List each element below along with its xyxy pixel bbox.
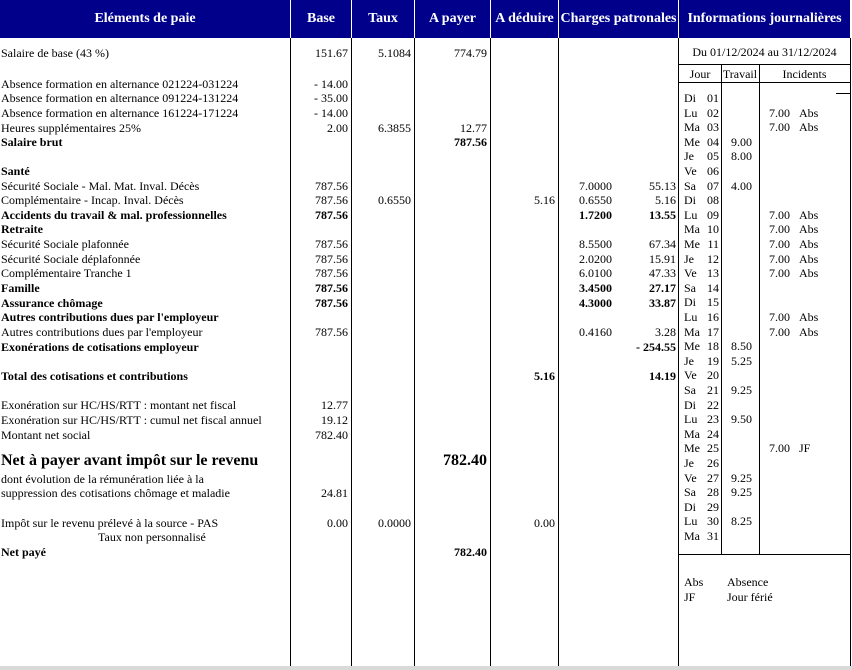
row-taux: 5.1084 [378,46,411,60]
day-d: Ma [684,222,700,237]
header-infos: Informations journalières [679,0,850,38]
row-cmont: 67.34 [649,237,676,251]
day-d: Me [684,441,700,456]
row-taux: 0.0000 [378,516,411,530]
row-cmont: 27.17 [649,281,676,295]
row-taux: 0.6550 [378,193,411,207]
day-d: Lu [684,412,698,427]
row-label: Complémentaire - Incap. Inval. Décès [1,193,184,207]
day-code: Abs [799,266,819,281]
day-inc: 7.00 [769,222,790,237]
day-d: Lu [684,207,698,222]
row-cmont: - 254.55 [636,340,676,354]
day-d: Sa [684,178,696,193]
day-d: Ma [684,426,700,441]
day-n: 24 [707,426,719,441]
row-label: Taux non personnalisé [98,530,206,544]
header-taux: Taux [352,0,414,38]
day-n: 25 [707,441,719,456]
row-label: Exonération sur HC/HS/RTT : cumul net fiscal annuel [1,413,262,427]
row-label: Sécurité Sociale déplafonnée [1,252,141,266]
day-n: 02 [707,105,719,120]
day-w: 8.50 [731,339,752,354]
day-d: Di [684,499,696,514]
row-label: Accidents du travail & mal. professionnelles [1,208,227,222]
row-base: 787.56 [315,296,348,310]
day-d: Di [684,91,696,105]
row-ctaux: 7.0000 [579,179,612,193]
day-n: 12 [707,251,719,266]
row-ctaux: 2.0200 [579,252,612,266]
row-base: 151.67 [315,46,348,60]
day-d: Lu [684,105,698,120]
day-inc: 7.00 [769,120,790,135]
day-n: 03 [707,120,719,135]
row-apayer: 774.79 [454,46,487,60]
row-label: Santé [1,164,30,178]
day-d: Lu [684,310,698,324]
day-inc: 7.00 [769,237,790,251]
day-n: 05 [707,149,719,164]
row-ctaux: 6.0100 [579,266,612,280]
day-col-incidents: Incidents [782,67,827,81]
day-n: 27 [707,470,719,485]
day-w: 9.25 [731,470,752,485]
day-code: Abs [799,237,819,251]
day-n: 04 [707,134,719,149]
row-label: Retraite [1,222,43,236]
row-base: 0.00 [327,516,348,530]
row-label: suppression des cotisations chômage et maladie [1,486,230,500]
day-w: 5.25 [731,353,752,368]
row-label: Exonérations de cotisations employeur [1,340,199,354]
day-d: Sa [684,280,696,295]
day-w: 8.00 [731,149,752,164]
day-code: Abs [799,222,819,237]
row-label: Sécurité Sociale - Mal. Mat. Inval. Décès [1,179,200,193]
row-apayer: 787.56 [454,135,487,149]
day-code: Abs [799,251,819,266]
day-n: 26 [707,456,719,470]
day-d: Di [684,193,696,208]
header-charges: Charges patronales [559,0,678,38]
day-d: Ma [684,324,700,339]
row-label: Total des cotisations et contributions [1,369,188,383]
row-cmont: 14.19 [649,369,676,383]
row-base: 787.56 [315,193,348,207]
header-base: Base [291,0,351,38]
row-taux: 6.3855 [378,121,411,135]
day-inc: 7.00 [769,105,790,120]
row-label: Absence formation en alternance 161224-171224 [1,106,239,120]
day-inc: 7.00 [769,266,790,281]
day-n: 23 [707,412,719,427]
row-cmont: 55.13 [649,179,676,193]
day-d: Je [684,456,694,470]
row-adeduire: 5.16 [534,369,555,383]
day-n: 16 [707,310,719,324]
row-label: Impôt sur le revenu prélevé à la source - PAS [1,516,219,530]
row-label: Autres contributions dues par l'employeur [1,310,219,324]
row-base: - 14.00 [314,77,348,91]
day-n: 21 [707,383,719,397]
row-base: 787.56 [315,266,348,280]
row-label: Complémentaire Tranche 1 [1,266,132,280]
row-base: 787.56 [315,237,348,251]
row-ctaux: 0.6550 [579,193,612,207]
day-n: 01 [707,91,719,105]
day-d: Di [684,397,696,412]
day-n: 18 [707,339,719,354]
row-apayer: 782.40 [443,452,487,469]
day-code: JF [799,441,811,456]
day-code: Abs [799,310,819,324]
day-d: Ma [684,120,700,135]
row-label: Exonération sur HC/HS/RTT : montant net fiscal [1,398,237,412]
row-ctaux: 3.4500 [579,281,612,295]
day-n: 09 [707,207,719,222]
day-inc: 7.00 [769,310,790,324]
day-n: 28 [707,485,719,500]
row-adeduire: 5.16 [534,193,555,207]
row-cmont: 13.55 [649,208,676,222]
legend-code: JF [684,590,696,604]
row-label: dont évolution de la rémunération liée à la [1,472,204,486]
day-d: Lu [684,514,698,529]
day-code: Abs [799,324,819,339]
legend-text: Jour férié [727,590,773,604]
day-n: 08 [707,193,719,208]
row-label: Net payé [1,545,46,559]
row-cmont: 3.28 [655,325,676,339]
row-label: Heures supplémentaires 25% [1,121,141,135]
day-n: 17 [707,324,719,339]
row-base: 787.56 [315,179,348,193]
row-adeduire: 0.00 [534,516,555,530]
row-label: Famille [1,281,40,295]
day-w: 4.00 [731,178,752,193]
day-d: Ma [684,529,700,543]
day-n: 30 [707,514,719,529]
day-w: 8.25 [731,514,752,529]
day-inc: 7.00 [769,207,790,222]
legend-code: Abs [684,575,704,589]
day-n: 11 [707,237,719,251]
day-code: Abs [799,105,819,120]
day-d: Me [684,339,700,354]
row-label: Autres contributions dues par l'employeur [1,325,203,339]
row-label: Sécurité Sociale plafonnée [1,237,129,251]
row-base: - 35.00 [314,91,348,105]
row-label: Salaire brut [1,135,63,149]
row-apayer: 782.40 [454,545,487,559]
row-cmont: 33.87 [649,296,676,310]
day-n: 10 [707,222,719,237]
day-d: Je [684,353,694,368]
header-elements: Eléments de paie [0,0,290,38]
day-n: 13 [707,266,719,281]
row-base: 19.12 [321,413,348,427]
row-label: Net à payer avant impôt sur le revenu [1,452,259,469]
day-w: 9.00 [731,134,752,149]
row-base: 24.81 [321,486,348,500]
day-w: 9.25 [731,485,752,500]
day-w: 9.50 [731,412,752,427]
day-d: Je [684,251,694,266]
header-a-payer: A payer [415,0,490,38]
row-cmont: 47.33 [649,266,676,280]
day-n: 14 [707,280,719,295]
row-base: 787.56 [315,281,348,295]
day-n: 19 [707,353,719,368]
day-inc: 7.00 [769,251,790,266]
day-col-travail: Travail [722,67,758,81]
row-base: - 14.00 [314,106,348,120]
day-inc: 7.00 [769,324,790,339]
day-d: Me [684,237,700,251]
row-base: 787.56 [315,208,348,222]
row-base: 12.77 [321,398,348,412]
day-n: 22 [707,397,719,412]
day-d: Di [684,295,696,310]
day-n: 07 [707,178,719,193]
day-n: 29 [707,499,719,514]
header-a-deduire: A déduire [491,0,558,38]
row-base: 787.56 [315,252,348,266]
day-d: Sa [684,383,696,397]
day-n: 31 [707,529,719,543]
row-label: Absence formation en alternance 091224-131224 [1,91,239,105]
day-inc: 7.00 [769,441,790,456]
period-label: Du 01/12/2024 au 31/12/2024 [692,45,837,59]
row-ctaux: 0.4160 [579,325,612,339]
day-n: 06 [707,164,719,178]
row-label: Montant net social [1,428,91,442]
row-apayer: 12.77 [460,121,487,135]
day-n: 15 [707,295,719,310]
legend-text: Absence [727,575,769,589]
row-label: Salaire de base (43 %) [1,46,109,60]
day-n: 20 [707,368,719,383]
row-ctaux: 1.7200 [579,208,612,222]
day-code: Abs [799,120,819,135]
day-d: Ve [684,368,697,383]
day-d: Me [684,134,700,149]
day-d: Je [684,149,694,164]
day-d: Ve [684,164,697,178]
row-base: 2.00 [327,121,348,135]
row-label: Assurance chômage [1,296,103,310]
row-cmont: 15.91 [649,252,676,266]
day-d: Ve [684,470,697,485]
row-ctaux: 4.3000 [579,296,612,310]
day-col-jour: Jour [689,67,711,81]
day-d: Ve [684,266,697,281]
row-base: 787.56 [315,325,348,339]
day-d: Sa [684,485,696,500]
day-code: Abs [799,207,819,222]
day-w: 9.25 [731,383,752,397]
row-base: 782.40 [315,428,348,442]
row-ctaux: 8.5500 [579,237,612,251]
row-cmont: 5.16 [655,193,676,207]
row-label: Absence formation en alternance 021224-031224 [1,77,239,91]
